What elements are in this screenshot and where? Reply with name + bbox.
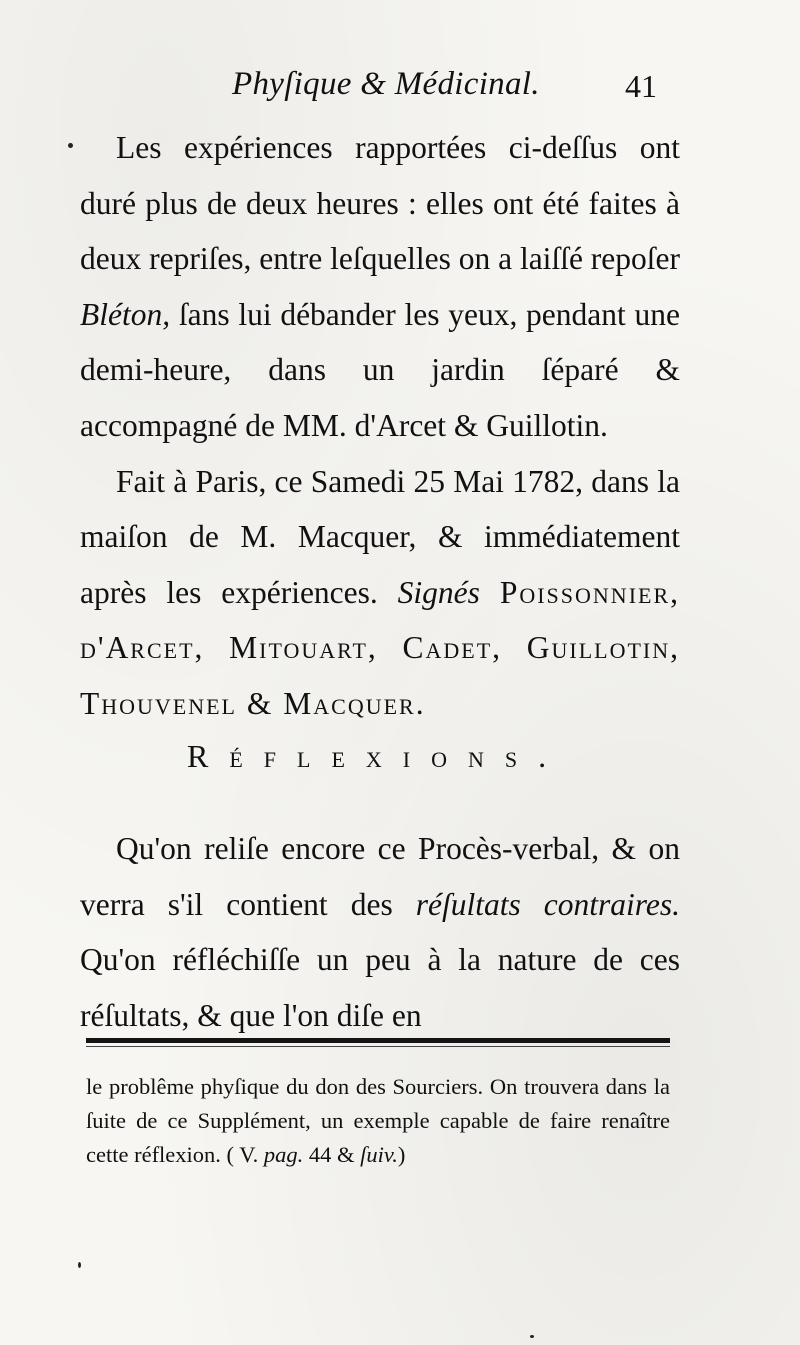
paragraph-2-italic-signes: Signés	[397, 574, 480, 610]
running-head: Phyſique & Médicinal.	[232, 66, 540, 102]
paragraph-3-italic-resultats: réſultats contraires.	[415, 886, 680, 922]
footnote-rule	[86, 1038, 670, 1043]
paragraph-3-text-a: Qu'on reliſe encore ce Procès-verbal, & on verra s'il contient des	[80, 831, 680, 922]
footnote-italic-suiv: ſuiv.	[360, 1142, 398, 1167]
footnote-paragraph	[86, 1070, 670, 1172]
footnote-rule-thin	[86, 1046, 670, 1047]
page-number: 41	[625, 68, 657, 104]
section-heading: Réflexions.	[187, 738, 568, 774]
signatories: Poissonnier, d'Arcet, Mitouart, Cadet, Guillotin, Thouvenel & Macquer.	[80, 574, 681, 721]
ink-speck	[68, 143, 73, 148]
page-header	[0, 66, 800, 116]
footnote-text-a: le problême phyſique du don des Sourciers. On trouvera dans la ſuite de ce Supplément, un exemple capable de faire renaître cette réflexion. ( V.	[86, 1074, 670, 1167]
main-text-continued	[80, 821, 680, 1043]
footnote-text-b: 44 &	[303, 1142, 361, 1167]
paragraph-signature	[80, 454, 680, 732]
paragraph-1-italic-name: Bléton,	[80, 296, 171, 332]
ink-speck	[530, 1335, 534, 1338]
ink-speck	[78, 1262, 81, 1268]
paragraph-reflexions	[80, 821, 680, 1043]
main-text	[80, 120, 680, 732]
paragraph-2-text-a: Fait à Paris, ce Samedi 25 Mai 1782, dans la maiſon de M. Macquer, & immédiatement après les expériences.	[80, 463, 680, 610]
paragraph-3-text-b: Qu'on réfléchiſſe un peu à la nature de ces réſultats, & que l'on diſe en	[80, 942, 680, 1033]
paragraph-experiences	[80, 120, 680, 454]
footnote-text-c: )	[397, 1142, 406, 1167]
paragraph-1-text-b: ſans lui débander les yeux, pendant une demi-heure, dans un jardin ſéparé & accompagné de MM. d'Arcet & Guillotin.	[80, 296, 680, 443]
footnote	[86, 1070, 670, 1172]
paragraph-1-text-a: Les expériences rapportées ci-deſſus ont duré plus de deux heures : elles ont été faites à deux repriſes, entre leſquelles on a laiſſé repoſer	[80, 130, 680, 277]
footnote-italic-pag: pag.	[263, 1142, 304, 1167]
